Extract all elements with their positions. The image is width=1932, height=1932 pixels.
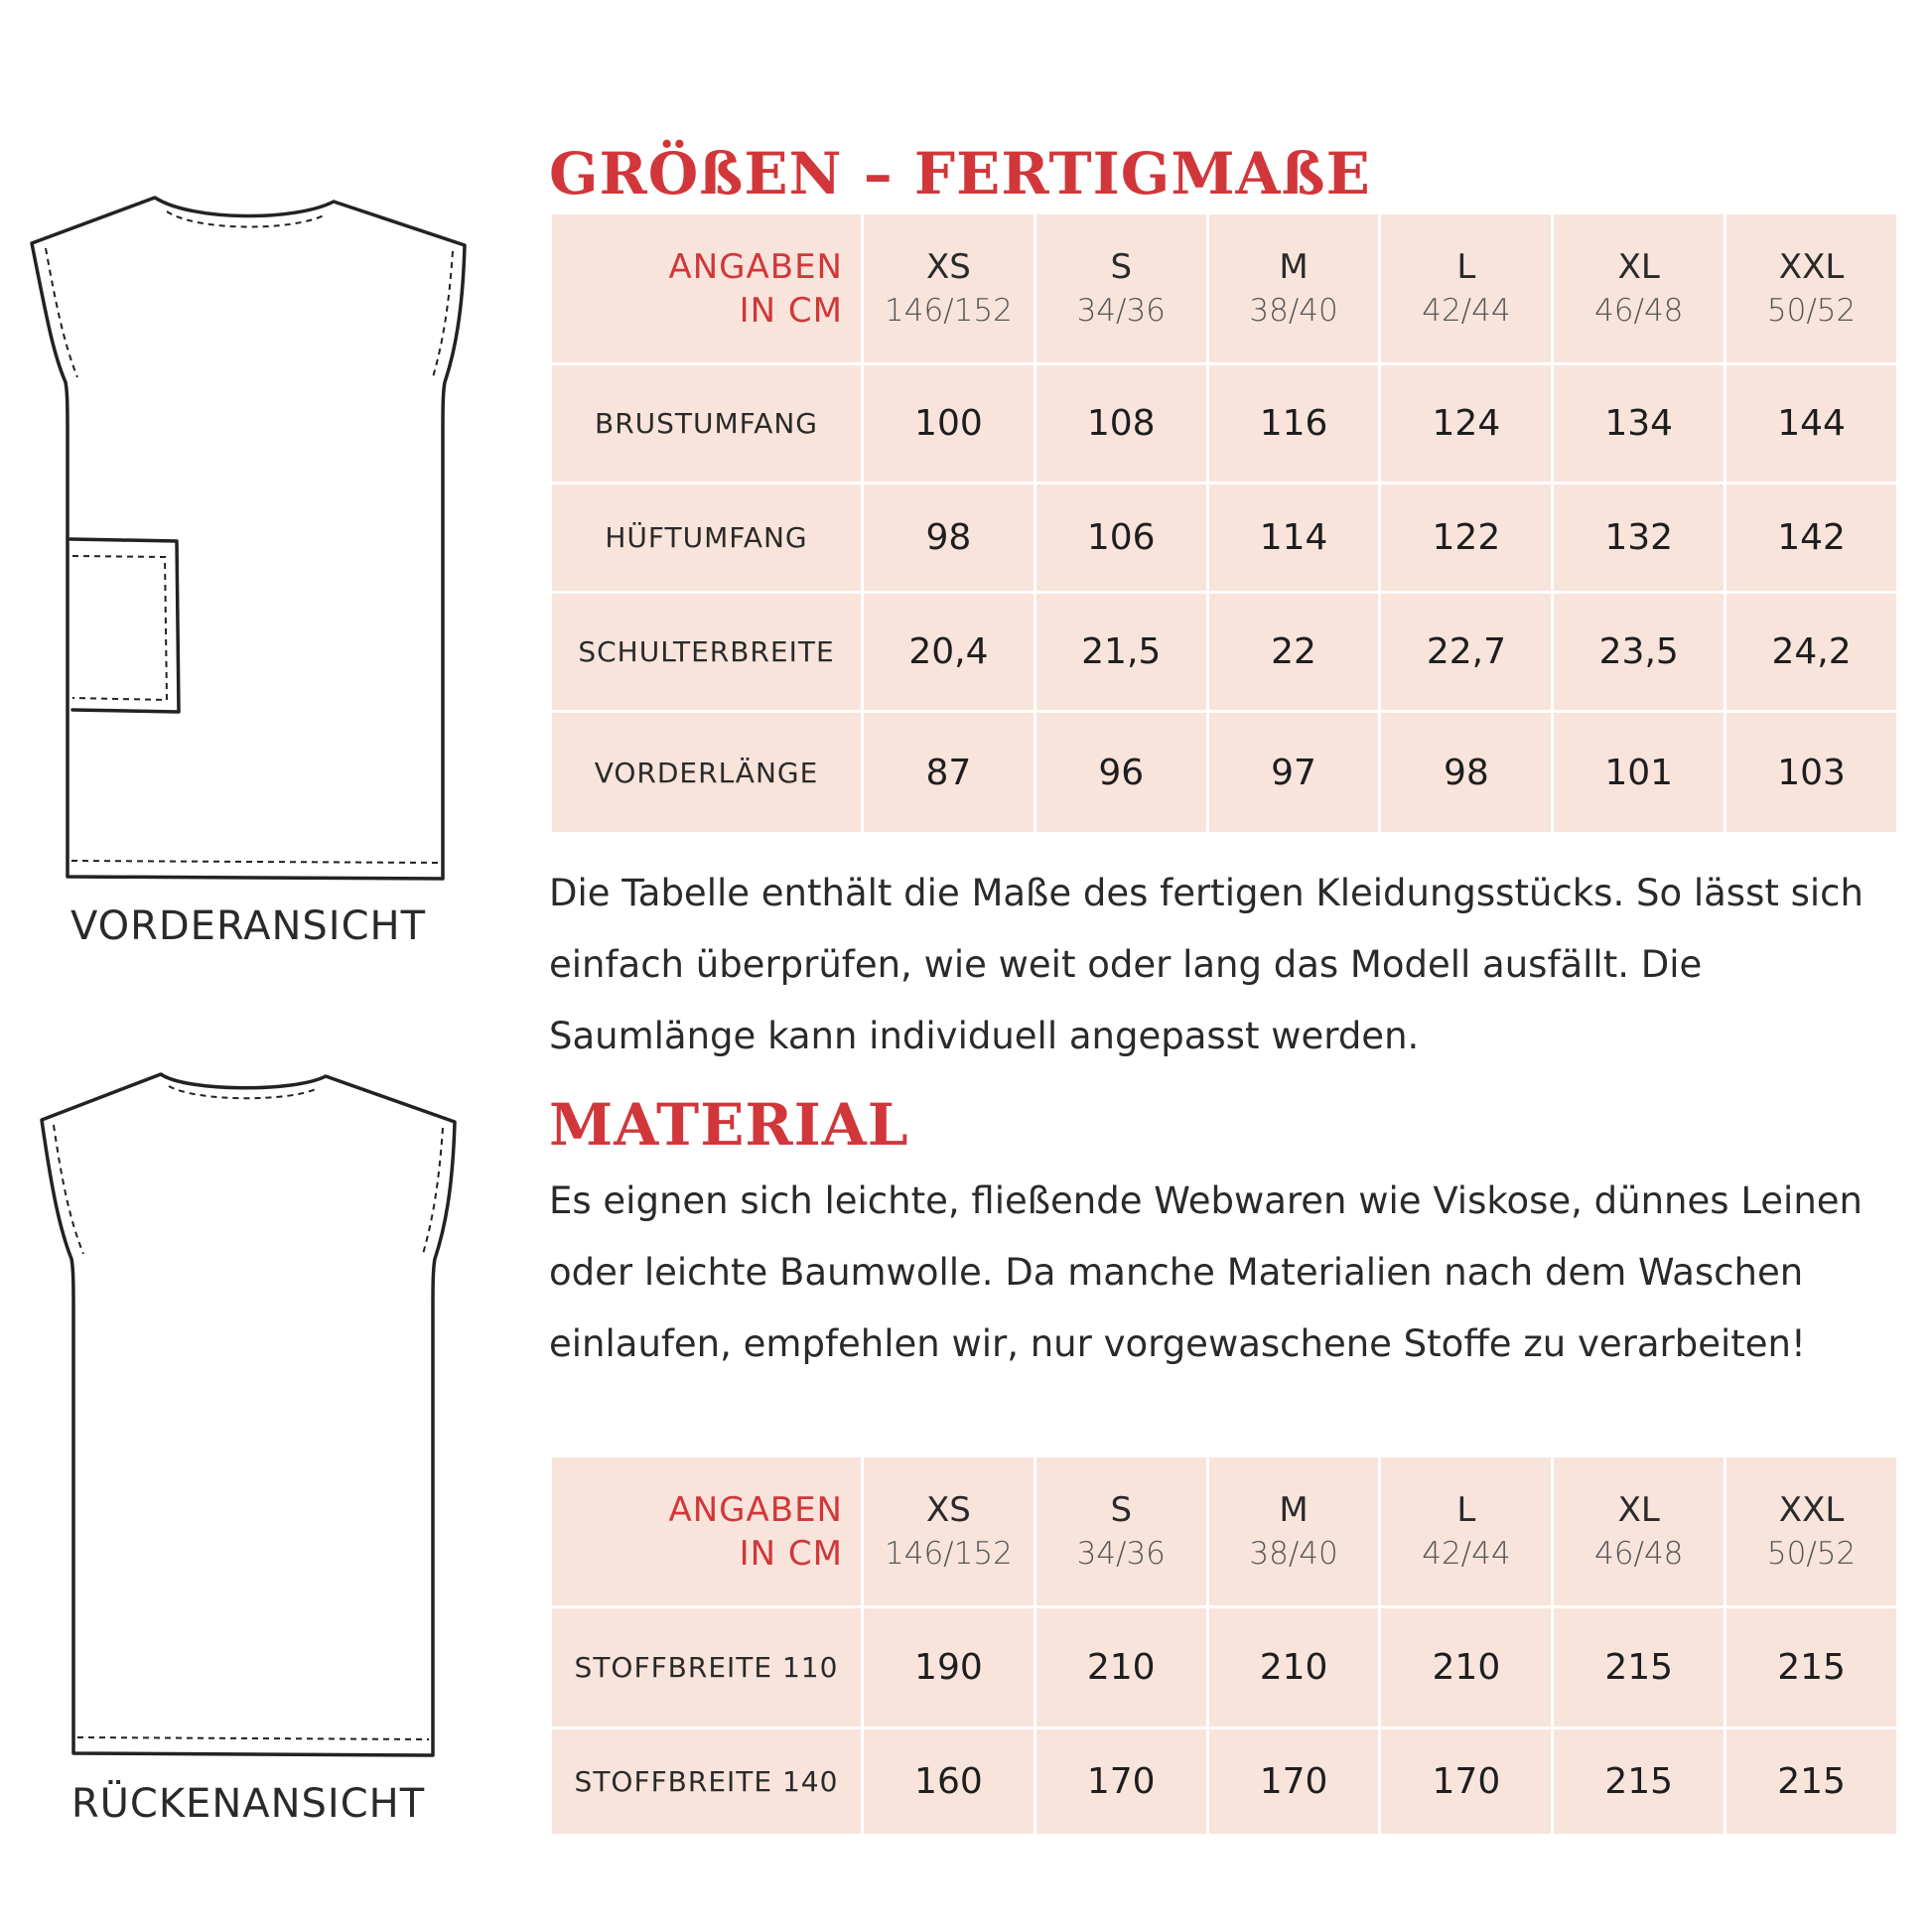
fabric-requirements-table <box>549 1454 1899 1837</box>
table-cell: 122 <box>1380 483 1553 593</box>
units-header-line-1: ANGABEN <box>668 246 843 287</box>
table-cell: 108 <box>1035 364 1207 483</box>
size-name: XS <box>925 1489 971 1530</box>
table-cell: 132 <box>1553 483 1725 593</box>
size-column-header <box>1553 213 1725 364</box>
table-cell: 100 <box>863 364 1035 483</box>
units-header-line-2: IN CM <box>739 1533 843 1574</box>
table-row <box>551 712 1898 834</box>
table-cell: 98 <box>1380 712 1553 834</box>
table-cell: 215 <box>1725 1728 1898 1836</box>
row-label: SCHULTERBREITE <box>551 593 863 712</box>
table-cell: 210 <box>1207 1607 1380 1728</box>
table-cell: 87 <box>863 712 1035 834</box>
table-cell: 103 <box>1725 712 1898 834</box>
size-name: S <box>1110 246 1133 287</box>
size-name: M <box>1279 1489 1309 1530</box>
table-cell: 101 <box>1553 712 1725 834</box>
table-cell: 22,7 <box>1380 593 1553 712</box>
size-range: 38/40 <box>1249 1535 1338 1572</box>
table-header-row <box>551 1456 1898 1607</box>
size-range: 146/152 <box>885 1535 1013 1572</box>
table-cell: 97 <box>1207 712 1380 834</box>
size-column-header <box>863 1456 1035 1607</box>
table-cell: 124 <box>1380 364 1553 483</box>
size-column-header <box>1380 213 1553 364</box>
table-cell: 215 <box>1553 1607 1725 1728</box>
table-cell: 116 <box>1207 364 1380 483</box>
size-column-header <box>1207 1456 1380 1607</box>
sizes-heading: GRÖßEN – FERTIGMAßE <box>549 140 1371 207</box>
back-garment-drawing <box>38 1070 465 1765</box>
size-column-header <box>1725 213 1898 364</box>
front-view-illustration <box>28 194 475 889</box>
table-cell: 215 <box>1553 1728 1725 1836</box>
table-cell: 21,5 <box>1035 593 1207 712</box>
size-column-header <box>1725 1456 1898 1607</box>
table-row <box>551 593 1898 712</box>
size-column-header <box>1207 213 1380 364</box>
table-cell: 170 <box>1380 1728 1553 1836</box>
size-name: M <box>1279 246 1309 287</box>
row-label: STOFFBREITE 110 <box>551 1607 863 1728</box>
size-name: S <box>1110 1489 1133 1530</box>
size-name: L <box>1456 1489 1476 1530</box>
size-range: 34/36 <box>1076 292 1166 329</box>
size-column-header <box>1035 213 1207 364</box>
table-cell: 134 <box>1553 364 1725 483</box>
size-column-header <box>863 213 1035 364</box>
sizes-description: Die Tabelle enthält die Maße des fertigen Kleidungsstücks. So lässt sich einfach überprüfen, wie weit oder lang das Modell ausfällt. Die Saumlänge kann individuell angepasst werden. <box>549 872 1863 1057</box>
size-range: 50/52 <box>1766 1535 1857 1572</box>
table-cell: 22 <box>1207 593 1380 712</box>
size-range: 46/48 <box>1594 1535 1684 1572</box>
material-description: Es eignen sich leichte, fließende Webwaren wie Viskose, dünnes Leinen oder leichte Baumwolle. Da manche Materialien nach dem Waschen einlaufen, empfehlen wir, nur vorgewaschene Stoffe zu verarbeiten! <box>549 1179 1863 1365</box>
size-name: XL <box>1617 1489 1660 1530</box>
table-row <box>551 1607 1898 1728</box>
size-name: XL <box>1617 246 1660 287</box>
size-column-header <box>1553 1456 1725 1607</box>
front-view-label: VORDERANSICHT <box>69 903 427 949</box>
units-header <box>551 1456 863 1607</box>
table-cell: 96 <box>1035 712 1207 834</box>
back-view-label: RÜCKENANSICHT <box>70 1781 426 1827</box>
table-row <box>551 1728 1898 1836</box>
size-column-header <box>1380 1456 1553 1607</box>
size-column-header <box>1035 1456 1207 1607</box>
table-row <box>551 364 1898 483</box>
table-cell: 114 <box>1207 483 1380 593</box>
table-cell: 170 <box>1035 1728 1207 1836</box>
finished-measurements-table <box>549 211 1899 835</box>
row-label: STOFFBREITE 140 <box>551 1728 863 1836</box>
size-range: 46/48 <box>1594 292 1684 329</box>
size-range: 34/36 <box>1076 1535 1166 1572</box>
table-cell: 210 <box>1380 1607 1553 1728</box>
size-range: 38/40 <box>1249 292 1338 329</box>
table-cell: 190 <box>863 1607 1035 1728</box>
table-row <box>551 483 1898 593</box>
table-cell: 160 <box>863 1728 1035 1836</box>
units-header <box>551 213 863 364</box>
size-name: XS <box>925 246 971 287</box>
row-label: BRUSTUMFANG <box>551 364 863 483</box>
size-name: L <box>1456 246 1476 287</box>
table-cell: 98 <box>863 483 1035 593</box>
table-cell: 210 <box>1035 1607 1207 1728</box>
units-header-line-1: ANGABEN <box>668 1489 843 1530</box>
units-header-line-2: IN CM <box>739 290 843 331</box>
table-header-row <box>551 213 1898 364</box>
table-cell: 215 <box>1725 1607 1898 1728</box>
material-heading: MATERIAL <box>549 1091 909 1159</box>
front-garment-drawing <box>28 194 475 889</box>
back-view-illustration <box>38 1070 465 1765</box>
table-cell: 144 <box>1725 364 1898 483</box>
table-cell: 20,4 <box>863 593 1035 712</box>
size-name: XXL <box>1778 246 1845 287</box>
size-name: XXL <box>1778 1489 1845 1530</box>
row-label: VORDERLÄNGE <box>551 712 863 834</box>
size-range: 42/44 <box>1422 292 1511 329</box>
table-cell: 170 <box>1207 1728 1380 1836</box>
size-range: 42/44 <box>1422 1535 1511 1572</box>
row-label: HÜFTUMFANG <box>551 483 863 593</box>
table-cell: 24,2 <box>1725 593 1898 712</box>
size-range: 146/152 <box>885 292 1013 329</box>
table-cell: 106 <box>1035 483 1207 593</box>
table-cell: 142 <box>1725 483 1898 593</box>
table-cell: 23,5 <box>1553 593 1725 712</box>
size-range: 50/52 <box>1766 292 1857 329</box>
